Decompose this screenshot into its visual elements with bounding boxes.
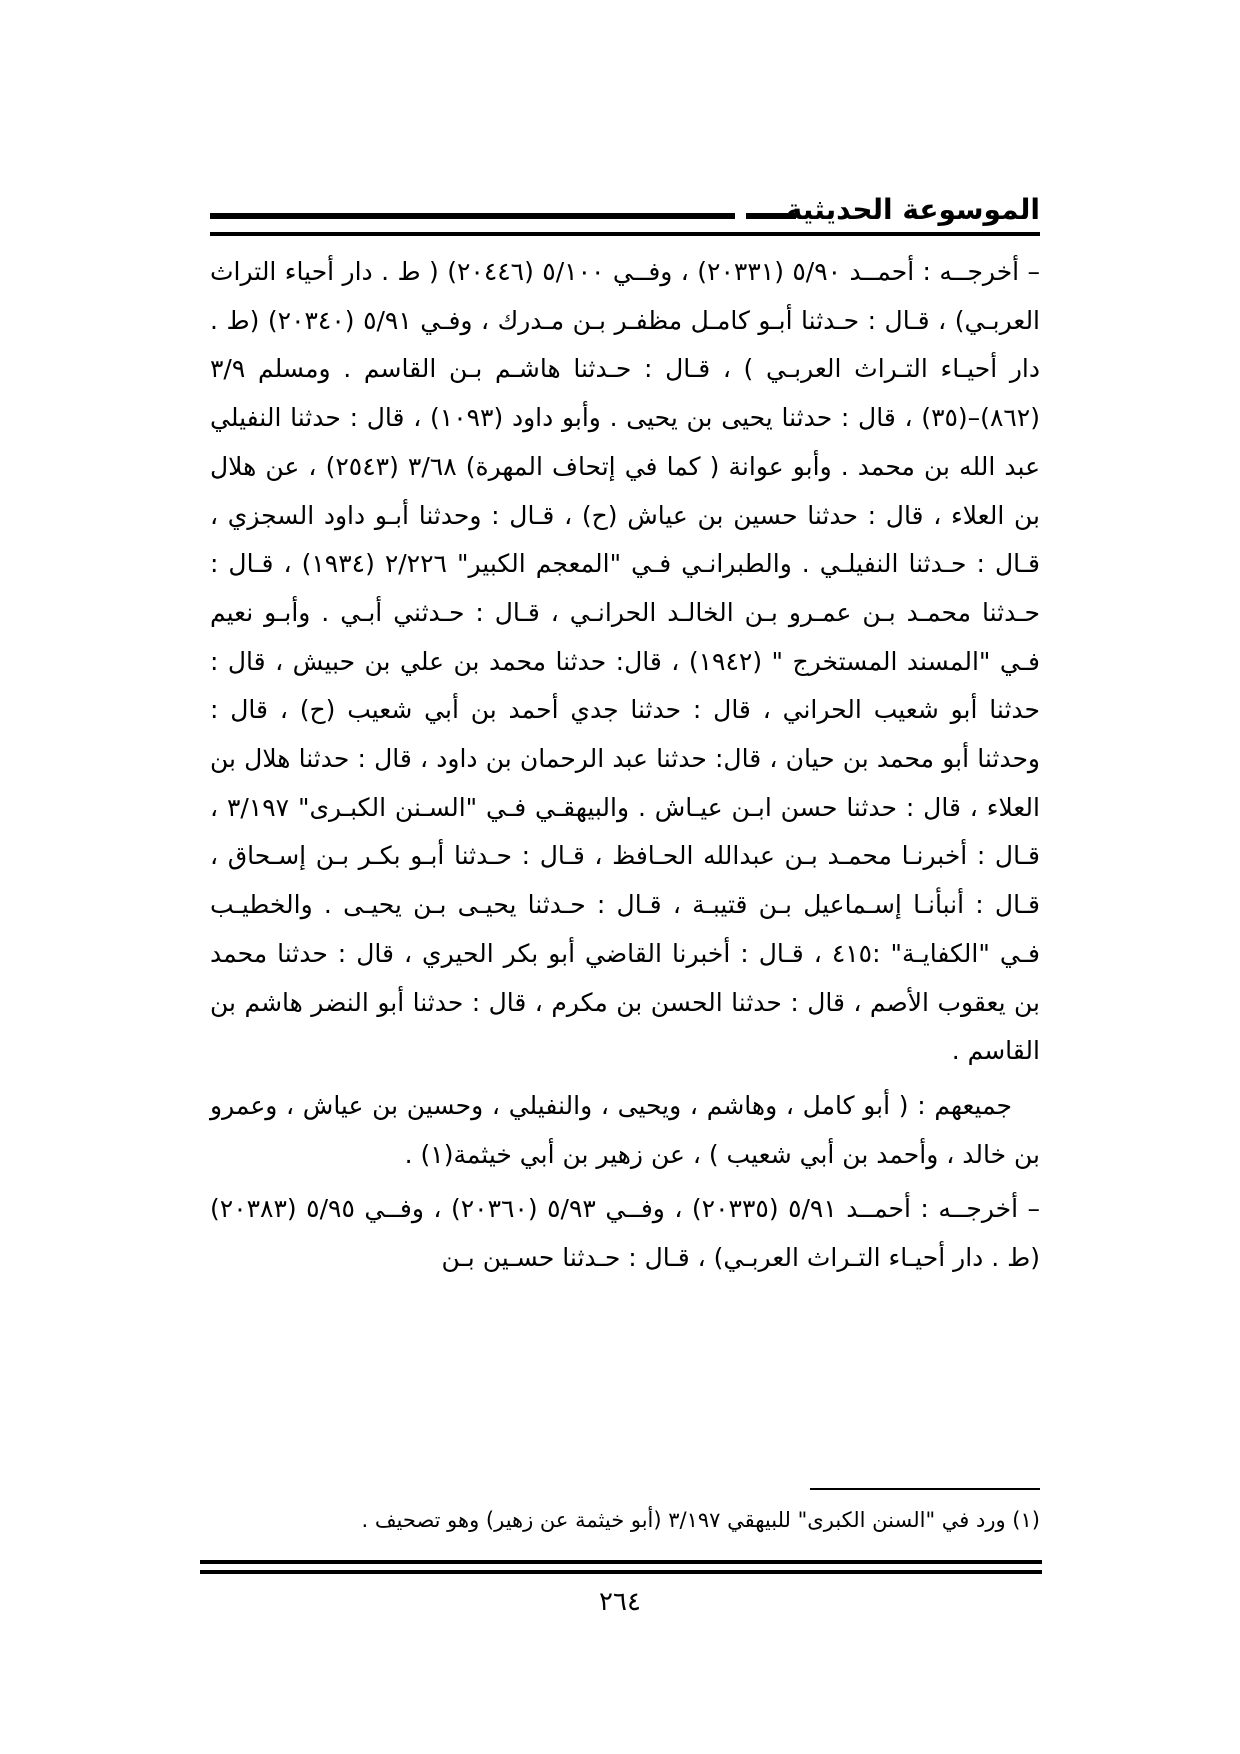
- paragraph-3: – أخرجــه : أحمــد ٥/٩١ (٢٠٣٣٥) ، وفــي ٥/٩٣ (٢٠٣٦٠) ، وفــي ٥/٩٥ (٢٠٣٨٣) (ط . دار أحيـاء التـراث العربـي) ، قـال : حـدثنا حسـين بـن: [210, 1194, 1041, 1273]
- main-text: [210, 248, 1040, 1283]
- header-title: الموسوعة الحديثية: [785, 193, 1040, 226]
- running-header: [210, 190, 1040, 250]
- header-rule-bottom: [210, 232, 1040, 236]
- footer-rule-top: [200, 1560, 1042, 1564]
- footnote-1: (١) ورد في "السنن الكبرى" للبيهقي ٣/١٩٧ (أبو خيثمة عن زهير) وهو تصحيف .: [361, 1508, 1040, 1532]
- page-number: ٢٦٤: [599, 1587, 641, 1617]
- paragraph-2: جميعهم : ( أبو كامل ، وهاشم ، ويحيى ، والنفيلي ، وحسين بن عياش ، وعمرو بن خالد ، وأحمد بن أبي شعيب ) ، عن زهير بن أبي خيثمة(١) .: [210, 1090, 1040, 1169]
- paragraph-1: – أخرجــه : أحمــد ٥/٩٠ (٢٠٣٣١) ، وفــي ٥/١٠٠ (٢٠٤٤٦) ( ط . دار أحياء التراث العربـي) ، قـال : حـدثنا أبـو كامـل مظفـر بـن مـدرك ، وفـي ٥/٩١ (٢٠٣٤٠) (ط . دار أحيـاء التـراث العربـي ) ، قـال : حـدثنا هاشـم بـن القاسم . ومسلم ٣/٩ (٨٦٢)–(٣٥) ، قال : حدثنا يحيى بن يحيى . وأبو داود (١٠٩٣) ، قال : حدثنا النفيلي عبد الله بن محمد . وأبو عوانة ( كما في إتحاف المهرة) ٣/٦٨ (٢٥٤٣) ، عن هلال بن العلاء ، قال : حدثنا حسين بن عياش (ح) ، قـال : وحدثنا أبـو داود السجزي ، قـال : حـدثنا النفيلـي . والطبرانـي فـي "المعجم الكبير" ٢/٢٢٦ (١٩٣٤) ، قـال : حـدثنا محمـد بـن عمـرو بـن الخالـد الحرانـي ، قـال : حـدثني أبـي . وأبـو نعيم فـي "المسند المستخرج " (١٩٤٢) ، قال: حدثنا محمد بن علي بن حبيش ، قال : حدثنا أبو شعيب الحراني ، قال : حدثنا جدي أحمد بن أبي شعيب (ح) ، قال : وحدثنا أبو محمد بن حيان ، قال: حدثنا عبد الرحمان بن داود ، قال : حدثنا هلال بن العلاء ، قال : حدثنا حسن ابـن عيـاش . والبيهقـي فـي "السـنن الكبـرى" ٣/١٩٧ ، قـال : أخبرنـا محمـد بـن عبدالله الحـافظ ، قـال : حـدثنا أبـو بكـر بـن إسـحاق ، قـال : أنبأنـا إسـماعيل بـن قتيبـة ، قـال : حـدثنا يحيـى بـن يحيـى . والخطيـب فـي "الكفايـة" :٤١٥ ، قـال : أخبرنا القاضي أبو بكر الحيري ، قال : حدثنا محمد بن يعقوب الأصم ، قال : حدثنا الحسن بن مكرم ، قال : حدثنا أبو النضر هاشم بن القاسم .: [210, 257, 1041, 1066]
- footnote-separator: [810, 1488, 1040, 1490]
- footer-rule-bottom: [200, 1570, 1042, 1574]
- header-rule: [210, 213, 735, 219]
